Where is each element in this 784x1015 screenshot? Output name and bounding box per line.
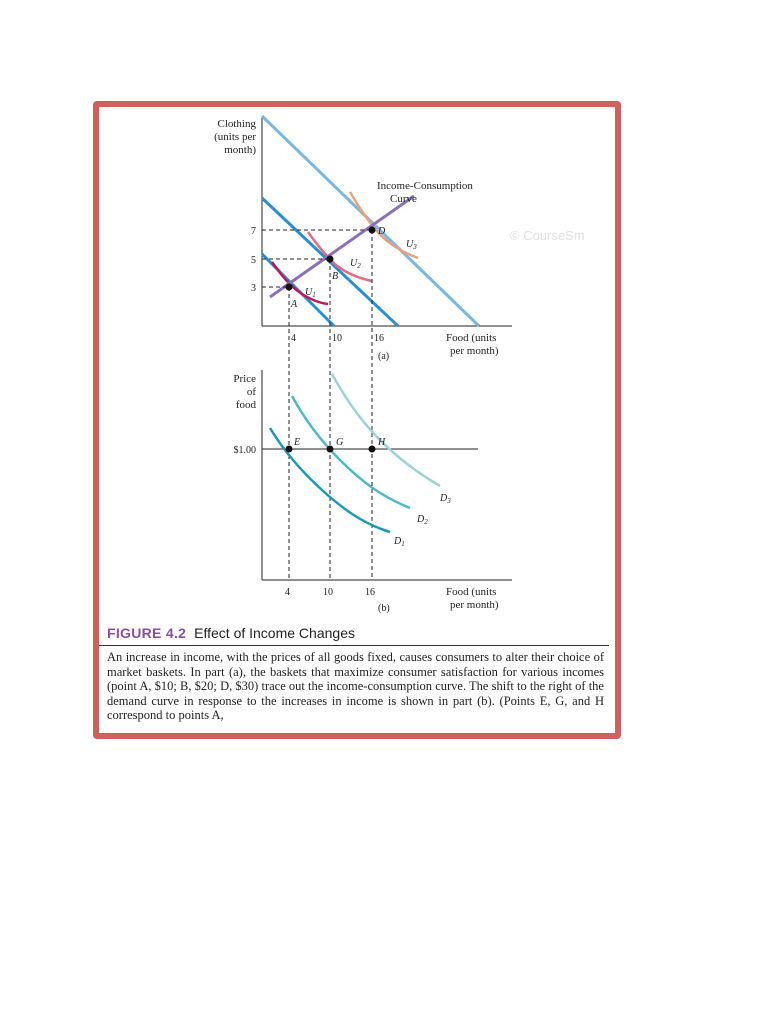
panel-a-ylabel-1: Clothing — [217, 118, 256, 130]
icc-title-1: Income-Consumption — [377, 180, 473, 192]
caption-rule — [99, 645, 609, 646]
point-d — [369, 227, 376, 234]
panel-b-xtick-10: 10 — [323, 587, 333, 598]
panel-a-ylabel-2: (units per — [214, 131, 256, 143]
caption-title — [107, 625, 355, 641]
point-a — [286, 284, 293, 291]
panel-b-xlabel-2: per month) — [450, 599, 499, 611]
point-a-label: A — [291, 299, 298, 310]
u3-label: $U_3$ — [406, 239, 417, 251]
indifference-curve-u1 — [272, 262, 328, 304]
panel-a-xtick-16: 16 — [374, 333, 384, 344]
u2-label: $U_2$ — [350, 258, 361, 270]
panel-a-xtick-4: 4 — [291, 333, 296, 344]
panel-b-ylabel-1: Price — [233, 373, 256, 385]
panel-b-xtick-16: 16 — [365, 587, 375, 598]
income-consumption-curve — [270, 196, 414, 297]
d1-label: $D_1$ — [394, 536, 405, 548]
caption-number: FIGURE 4.2 — [107, 625, 187, 641]
panel-b-label: (b) — [378, 603, 390, 614]
watermark: © CourseSm — [510, 228, 585, 243]
panel-b-xlabel-1: Food (units — [446, 586, 497, 598]
panel-a-ytick-7: 7 — [251, 226, 256, 237]
point-e — [286, 446, 293, 453]
point-h-label: H — [378, 437, 386, 448]
indifference-curve-u2 — [308, 232, 372, 281]
d2-label: $D_2$ — [417, 514, 428, 526]
point-b-label: B — [332, 271, 339, 282]
point-g-label: G — [336, 437, 344, 448]
d3-label: $D_3$ — [440, 493, 451, 505]
panel-a-ytick-5: 5 — [251, 255, 256, 266]
caption-title-text: Effect of Income Changes — [194, 625, 355, 641]
price-label: $1.00 — [233, 445, 256, 456]
point-b — [327, 256, 334, 263]
u1-label: $U_1$ — [305, 287, 316, 299]
point-d-label: D — [378, 226, 386, 237]
panel-a-guides — [262, 230, 372, 580]
panel-b-ylabel-2: of — [246, 386, 256, 398]
point-g — [327, 446, 334, 453]
point-h — [369, 446, 376, 453]
panel-a-xtick-10: 10 — [332, 333, 342, 344]
panel-a-ytick-3: 3 — [251, 283, 256, 294]
panel-b-xtick-4: 4 — [285, 587, 290, 598]
point-e-label: E — [294, 437, 301, 448]
panel-a-xlabel-2: per month) — [450, 345, 499, 357]
caption-text: An increase in income, with the prices of all goods fixed, causes consumers to alter their choice of market baskets. In part (a), the baskets that maximize consumer satisfaction for various incomes (point A, $10; B, $20; D, $30) trace out the income-consumption curve. The shift to the right of the demand curve in response to the increases in income is shown in part (b). (Points E, G, and H correspond to points A, — [107, 650, 604, 722]
panel-a-label: (a) — [378, 351, 390, 362]
budget-line-outer — [262, 116, 479, 326]
panel-a-xlabel-1: Food (units — [446, 332, 497, 344]
icc-title-2: Curve — [390, 193, 417, 205]
panel-a-ylabel-3: month) — [224, 144, 256, 156]
panel-b-ylabel-3: food — [235, 399, 256, 411]
